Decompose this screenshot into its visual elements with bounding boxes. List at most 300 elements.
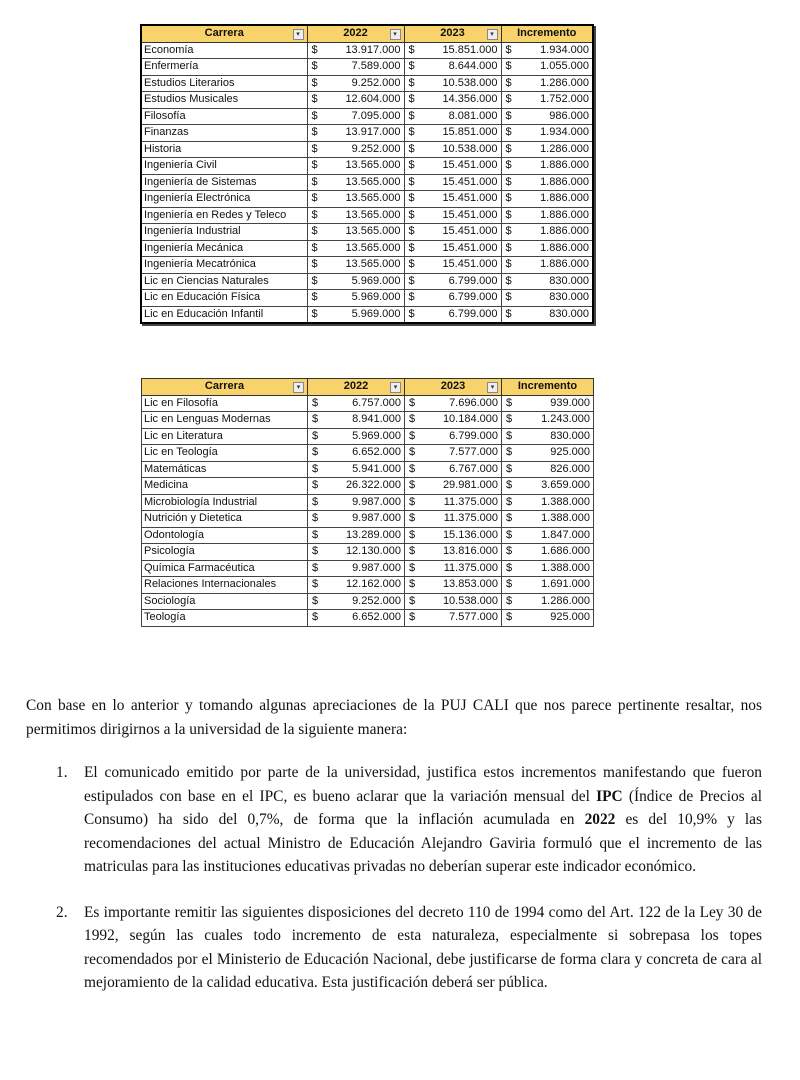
career-name: Lic en Teología	[142, 445, 308, 462]
ipc-bold: IPC	[596, 787, 623, 805]
value-2023	[404, 75, 501, 92]
currency-symbol: $	[505, 225, 512, 237]
currency-symbol: $	[311, 274, 318, 287]
currency-symbol: $	[408, 60, 415, 72]
table-row	[142, 494, 594, 511]
header-2022[interactable]: 2022 ▾	[307, 25, 404, 42]
career-name: Lic en Literatura	[142, 428, 308, 445]
table-row	[141, 158, 593, 175]
value-incremento	[501, 141, 593, 158]
amount: 1.388.000	[541, 495, 590, 508]
list-number: 2.	[56, 903, 68, 921]
amount: 830.000	[549, 291, 589, 303]
career-name: Nutrición y Dietetica	[142, 511, 308, 528]
currency-symbol: $	[505, 43, 512, 56]
amount: 15.851.000	[442, 126, 498, 138]
currency-symbol: $	[409, 495, 416, 508]
currency-symbol: $	[408, 126, 415, 138]
amount: 1.286.000	[541, 594, 590, 607]
currency-symbol: $	[408, 93, 415, 105]
value-2023	[404, 207, 501, 224]
currency-symbol: $	[505, 76, 512, 89]
amount: 8.081.000	[448, 109, 498, 122]
amount: 9.252.000	[352, 594, 401, 607]
value-2023	[404, 108, 501, 125]
currency-symbol: $	[408, 208, 415, 221]
amount: 1.886.000	[540, 208, 589, 221]
table-row	[142, 560, 594, 577]
value-2022	[308, 511, 405, 528]
amount: 12.162.000	[345, 578, 401, 590]
value-incremento	[502, 445, 594, 462]
career-name: Ingeniería de Sistemas	[141, 174, 307, 191]
currency-symbol: $	[311, 93, 318, 105]
table-row	[141, 207, 593, 224]
amount: 1.286.000	[540, 142, 589, 155]
value-incremento	[502, 577, 594, 594]
currency-symbol: $	[505, 241, 512, 254]
value-2022	[308, 560, 405, 577]
table-row	[142, 511, 594, 528]
value-2022	[308, 544, 405, 561]
currency-symbol: $	[409, 413, 416, 425]
header-2023[interactable]: 2023 ▾	[405, 379, 502, 396]
amount: 5.969.000	[351, 307, 401, 320]
currency-symbol: $	[505, 175, 512, 188]
amount: 13.565.000	[345, 159, 401, 171]
value-2022	[307, 240, 404, 257]
table-row	[141, 257, 593, 274]
value-2023	[405, 461, 502, 478]
currency-symbol: $	[506, 594, 513, 607]
filter-dropdown-icon[interactable]: ▾	[390, 29, 401, 40]
amount: 7.589.000	[351, 60, 401, 72]
list-item: 2. Es importante remitir las siguientes disposiciones del decreto 110 de 1994 como del Art. 122 de la Ley 30 de 1992, según las cuales todo incremento de esta naturaleza, especialmente si sobrepasa los topes recomendados por el Ministerio de Educación Nacional, debe justificarse de forma clara y concreta de cara al mejoramiento de la calidad educativa. Esta justificación deberá ser pública.	[26, 901, 762, 995]
amount: 12.130.000	[345, 545, 401, 557]
amount: 15.451.000	[442, 225, 498, 237]
table-row	[141, 108, 593, 125]
table-header-row	[141, 25, 593, 42]
value-2023	[405, 527, 502, 544]
amount: 925.000	[550, 611, 590, 623]
table-row	[142, 412, 594, 429]
value-2022	[308, 593, 405, 610]
currency-symbol: $	[312, 528, 319, 541]
currency-symbol: $	[311, 60, 318, 72]
currency-symbol: $	[408, 159, 415, 171]
value-2023	[405, 544, 502, 561]
currency-symbol: $	[311, 126, 318, 138]
amount: 830.000	[549, 307, 589, 320]
amount: 986.000	[549, 109, 589, 122]
value-2022	[308, 445, 405, 462]
currency-symbol: $	[505, 142, 512, 155]
amount: 13.565.000	[345, 225, 401, 237]
currency-symbol: $	[505, 307, 512, 320]
value-incremento	[501, 224, 593, 241]
amount: 1.886.000	[540, 159, 589, 171]
filter-dropdown-icon[interactable]: ▾	[293, 29, 304, 40]
value-2022	[308, 395, 405, 412]
amount: 1.934.000	[540, 126, 589, 138]
value-incremento	[502, 593, 594, 610]
table-row	[141, 191, 593, 208]
currency-symbol: $	[505, 159, 512, 171]
tuition-table-2	[141, 378, 594, 627]
value-2022	[307, 42, 404, 59]
currency-symbol: $	[312, 446, 319, 458]
value-2022	[307, 257, 404, 274]
currency-symbol: $	[311, 258, 318, 270]
currency-symbol: $	[506, 578, 513, 590]
points-list	[26, 761, 762, 995]
currency-symbol: $	[409, 446, 416, 458]
amount: 13.289.000	[345, 528, 401, 541]
amount: 13.816.000	[442, 545, 498, 557]
value-2023	[404, 306, 501, 323]
career-name: Ingeniería Mecatrónica	[141, 257, 307, 274]
currency-symbol: $	[408, 241, 415, 254]
amount: 8.941.000	[352, 413, 401, 425]
value-incremento	[501, 42, 593, 59]
currency-symbol: $	[312, 578, 319, 590]
currency-symbol: $	[408, 274, 415, 287]
currency-symbol: $	[312, 479, 319, 491]
amount: 830.000	[550, 429, 590, 442]
value-2022	[308, 428, 405, 445]
value-incremento	[502, 527, 594, 544]
amount: 10.538.000	[442, 142, 498, 155]
currency-symbol: $	[409, 561, 416, 574]
currency-symbol: $	[506, 396, 513, 409]
value-incremento	[501, 273, 593, 290]
currency-symbol: $	[409, 396, 416, 409]
value-2022	[307, 108, 404, 125]
table-row	[141, 306, 593, 323]
amount: 10.538.000	[442, 76, 498, 89]
list-number: 1.	[56, 764, 68, 781]
year-bold: 2022	[584, 811, 616, 828]
value-2022	[308, 412, 405, 429]
career-name: Ingeniería Industrial	[141, 224, 307, 241]
value-2022	[308, 577, 405, 594]
amount: 1.691.000	[541, 578, 590, 590]
currency-symbol: $	[409, 578, 416, 590]
value-2023	[405, 610, 502, 627]
amount: 6.757.000	[352, 396, 401, 409]
currency-symbol: $	[311, 241, 318, 254]
value-2023	[404, 273, 501, 290]
currency-symbol: $	[505, 60, 512, 72]
amount: 7.696.000	[449, 396, 498, 409]
header-2022[interactable]: 2022 ▾	[308, 379, 405, 396]
currency-symbol: $	[312, 462, 319, 475]
amount: 8.644.000	[448, 60, 498, 72]
table-row	[142, 577, 594, 594]
intro-paragraph: Con base en lo anterior y tomando algunas apreciaciones de la PUJ CALI que nos parece pertinente resaltar, nos permitimos dirigirnos a la universidad de la siguiente manera:	[26, 697, 762, 738]
value-incremento	[501, 108, 593, 125]
career-name: Lic en Lenguas Modernas	[142, 412, 308, 429]
amount: 26.322.000	[345, 479, 401, 491]
amount: 1.388.000	[541, 512, 590, 524]
currency-symbol: $	[312, 413, 319, 425]
value-2023	[404, 191, 501, 208]
currency-symbol: $	[409, 594, 416, 607]
amount: 14.356.000	[442, 93, 498, 105]
amount: 15.451.000	[442, 159, 498, 171]
value-incremento	[502, 511, 594, 528]
currency-symbol: $	[312, 512, 319, 524]
amount: 13.565.000	[345, 258, 401, 270]
amount: 29.981.000	[442, 479, 498, 491]
table-row	[141, 125, 593, 142]
value-2023	[405, 577, 502, 594]
value-incremento	[501, 174, 593, 191]
amount: 1.847.000	[541, 528, 590, 541]
value-2023	[405, 494, 502, 511]
value-incremento	[501, 75, 593, 92]
value-incremento	[501, 306, 593, 323]
currency-symbol: $	[505, 109, 512, 122]
value-incremento	[502, 610, 594, 627]
career-name: Teología	[142, 610, 308, 627]
amount: 1.243.000	[541, 413, 590, 425]
value-2022	[307, 174, 404, 191]
amount: 5.969.000	[351, 291, 401, 303]
amount: 1.686.000	[541, 545, 590, 557]
amount: 7.095.000	[351, 109, 401, 122]
currency-symbol: $	[312, 495, 319, 508]
career-name: Estudios Musicales	[141, 92, 307, 109]
table-row	[141, 75, 593, 92]
value-incremento	[502, 560, 594, 577]
value-incremento	[501, 290, 593, 307]
amount: 6.652.000	[352, 611, 401, 623]
value-2023	[404, 158, 501, 175]
amount: 9.252.000	[351, 142, 401, 155]
value-2022	[307, 207, 404, 224]
table-row	[141, 59, 593, 76]
amount: 1.886.000	[540, 192, 589, 204]
filter-dropdown-icon[interactable]: ▾	[390, 382, 401, 393]
tuition-table-1	[140, 24, 594, 324]
letter-body	[26, 694, 762, 995]
amount: 15.451.000	[442, 208, 498, 221]
value-incremento	[502, 461, 594, 478]
value-incremento	[502, 494, 594, 511]
amount: 6.799.000	[448, 291, 498, 303]
amount: 1.934.000	[540, 43, 589, 56]
amount: 6.799.000	[448, 274, 498, 287]
header-incremento: Incremento	[502, 379, 594, 396]
currency-symbol: $	[311, 43, 318, 56]
currency-symbol: $	[312, 545, 319, 557]
value-2023	[405, 560, 502, 577]
currency-symbol: $	[506, 429, 513, 442]
value-2023	[404, 92, 501, 109]
value-2022	[307, 92, 404, 109]
career-name: Sociología	[142, 593, 308, 610]
filter-dropdown-icon[interactable]: ▾	[293, 382, 304, 393]
currency-symbol: $	[505, 93, 512, 105]
value-2023	[405, 412, 502, 429]
amount: 12.604.000	[345, 93, 401, 105]
amount: 15.851.000	[442, 43, 498, 56]
table-row	[142, 478, 594, 495]
table-row	[142, 395, 594, 412]
amount: 13.565.000	[345, 192, 401, 204]
amount: 1.286.000	[540, 76, 589, 89]
amount: 5.969.000	[351, 274, 401, 287]
amount: 15.451.000	[442, 258, 498, 270]
amount: 9.987.000	[352, 512, 401, 524]
header-carrera[interactable]: Carrera ▾	[141, 25, 307, 42]
value-2023	[404, 290, 501, 307]
amount: 5.969.000	[352, 429, 401, 442]
amount: 13.565.000	[345, 175, 401, 188]
value-2022	[307, 191, 404, 208]
currency-symbol: $	[505, 291, 512, 303]
career-name: Historia	[141, 141, 307, 158]
amount: 1.055.000	[540, 60, 589, 72]
amount: 13.565.000	[345, 208, 401, 221]
amount: 939.000	[550, 396, 590, 409]
career-name: Enfermería	[141, 59, 307, 76]
currency-symbol: $	[506, 611, 513, 623]
currency-symbol: $	[311, 192, 318, 204]
currency-symbol: $	[409, 512, 416, 524]
value-2022	[308, 527, 405, 544]
value-2023	[404, 125, 501, 142]
value-2023	[404, 141, 501, 158]
table-row	[141, 224, 593, 241]
currency-symbol: $	[408, 192, 415, 204]
amount: 6.767.000	[449, 462, 498, 475]
value-2023	[405, 593, 502, 610]
currency-symbol: $	[311, 175, 318, 188]
currency-symbol: $	[311, 76, 318, 89]
currency-symbol: $	[408, 291, 415, 303]
career-name: Finanzas	[141, 125, 307, 142]
amount: 11.375.000	[443, 495, 498, 508]
table-row	[142, 544, 594, 561]
currency-symbol: $	[311, 208, 318, 221]
currency-symbol: $	[409, 528, 416, 541]
list-item: 1. El comunicado emitido por parte de la universidad, justifica estos incrementos manifestando que fueron estipulados con base en el IPC, es bueno aclarar que la variación mensual del IPC (Índice de Precios al Consumo) ha sido del 0,7%, de forma que la inflación acumulada en 2022 es del 10,9% y las recomendaciones del actual Ministro de Educación Alejandro Gaviria formuló que el incremento de las matriculas para las instituciones educativas privadas no deberían superar este indicador económico.	[26, 761, 762, 879]
currency-symbol: $	[505, 258, 512, 270]
career-name: Ingeniería Civil	[141, 158, 307, 175]
value-incremento	[501, 59, 593, 76]
amount: 10.538.000	[442, 594, 498, 607]
currency-symbol: $	[311, 225, 318, 237]
amount: 1.886.000	[540, 241, 589, 254]
filter-dropdown-icon[interactable]: ▾	[487, 29, 498, 40]
career-name: Psicología	[142, 544, 308, 561]
header-carrera[interactable]: Carrera ▾	[142, 379, 308, 396]
value-incremento	[502, 428, 594, 445]
amount: 7.577.000	[449, 446, 498, 458]
value-2022	[307, 290, 404, 307]
amount: 6.799.000	[449, 429, 498, 442]
currency-symbol: $	[506, 495, 513, 508]
table-row	[142, 445, 594, 462]
currency-symbol: $	[408, 307, 415, 320]
table-row	[141, 92, 593, 109]
amount: 9.987.000	[352, 561, 401, 574]
currency-symbol: $	[409, 545, 416, 557]
value-2022	[308, 461, 405, 478]
career-name: Medicina	[142, 478, 308, 495]
table-row	[142, 461, 594, 478]
career-name: Química Farmacéutica	[142, 560, 308, 577]
value-2023	[405, 445, 502, 462]
amount: 15.451.000	[442, 192, 498, 204]
table-row	[141, 240, 593, 257]
value-2022	[307, 158, 404, 175]
currency-symbol: $	[312, 594, 319, 607]
currency-symbol: $	[409, 462, 416, 475]
amount: 6.799.000	[448, 307, 498, 320]
amount: 826.000	[550, 462, 590, 475]
value-incremento	[501, 191, 593, 208]
value-incremento	[502, 544, 594, 561]
amount: 5.941.000	[352, 462, 401, 475]
career-name: Ingeniería Mecánica	[141, 240, 307, 257]
career-name: Matemáticas	[142, 461, 308, 478]
amount: 1.388.000	[541, 561, 590, 574]
career-name: Relaciones Internacionales	[142, 577, 308, 594]
filter-dropdown-icon[interactable]: ▾	[487, 382, 498, 393]
career-name: Lic en Ciencias Naturales	[141, 273, 307, 290]
value-2023	[405, 428, 502, 445]
table-row	[142, 428, 594, 445]
amount: 15.451.000	[442, 175, 498, 188]
header-2023[interactable]: 2023 ▾	[404, 25, 501, 42]
career-name: Odontología	[142, 527, 308, 544]
currency-symbol: $	[506, 545, 513, 557]
currency-symbol: $	[409, 479, 416, 491]
value-incremento	[502, 395, 594, 412]
amount: 6.652.000	[352, 446, 401, 458]
currency-symbol: $	[312, 396, 319, 409]
currency-symbol: $	[408, 76, 415, 89]
value-incremento	[501, 257, 593, 274]
value-incremento	[502, 412, 594, 429]
amount: 3.659.000	[541, 479, 590, 491]
amount: 7.577.000	[449, 611, 498, 623]
amount: 13.917.000	[345, 126, 401, 138]
value-2022	[307, 224, 404, 241]
value-2023	[404, 59, 501, 76]
value-2023	[405, 511, 502, 528]
career-name: Lic en Educación Física	[141, 290, 307, 307]
value-2022	[307, 75, 404, 92]
value-2022	[307, 125, 404, 142]
value-2023	[404, 42, 501, 59]
currency-symbol: $	[311, 291, 318, 303]
value-2022	[307, 273, 404, 290]
career-name: Lic en Filosofía	[142, 395, 308, 412]
value-2023	[404, 257, 501, 274]
career-name: Filosofía	[141, 108, 307, 125]
currency-symbol: $	[312, 561, 319, 574]
value-incremento	[501, 240, 593, 257]
value-incremento	[501, 125, 593, 142]
currency-symbol: $	[311, 142, 318, 155]
currency-symbol: $	[506, 561, 513, 574]
currency-symbol: $	[409, 429, 416, 442]
currency-symbol: $	[505, 126, 512, 138]
